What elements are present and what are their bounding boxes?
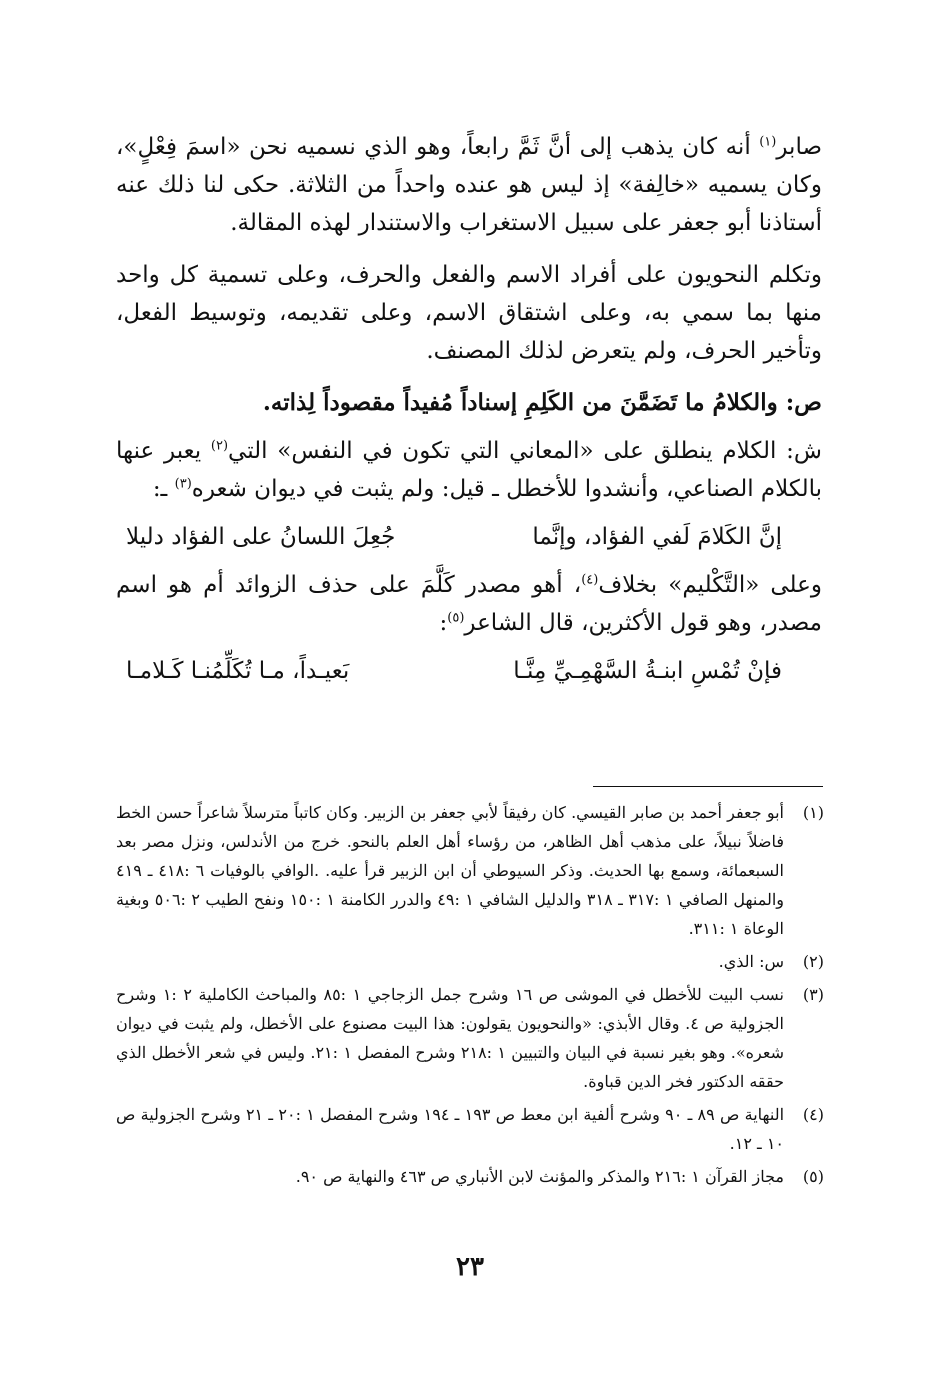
paragraph-1: صابر$^{(١)}$ أنه كان يذهب إلى أنَّ ثَمَّ رابعاً، وهو الذي نسميه نحن «اسمَ فِعْلٍ»، وكان يسميه «خالِفة» إذ ليس هو عنده واحداً من الثلاثة. حكى لنا ذلك عنه أستاذنا أبو جعفر على سبيل الاستغراب والاستندار لهذه المقالة. [116,134,822,236]
verse-1-second-half: جُعِلَ اللسانُ على الفؤاد دليلا [126,524,396,550]
main-text [116,128,822,700]
footnotes [116,798,824,1195]
verse-1 [126,518,782,556]
verse-2-first-half: فإنْ تُمْسِ ابنـةُ السَّهْمِـيِّ مِنَّـا [513,658,782,684]
footnote-number: (١) [802,803,824,822]
footnote-2 [116,947,824,976]
footnote-ref-3[interactable]: (٣) [174,476,192,492]
paragraph-3: ش: الكلام ينطلق على «المعاني التي تكون في النفس» التي$^{(٢)}$ يعبر عنها بالكلام الصناعي، وأنشدوا للأخطل ـ قيل: ولم يثبت في ديوان شعره$^{(٣)}$ ـ: [116,438,822,502]
footnote-5 [116,1162,824,1191]
footnote-text: مجاز القرآن ١ :٢١٦ والمذكر والمؤنث لابن الأنباري ص ٤٦٣ والنهاية ص ٩٠. [295,1167,784,1186]
footnote-text: أبو جعفر أحمد بن صابر القيسي. كان رفيقاً لأبي جعفر بن الزبير. وكان كاتباً مترسلاً شاعراً حسن الخط فاضلاً نبيلاً، على مذهب أهل الظاهر، من رؤساء أهل العلم بالنحو. خرج من الأندلس، ونزل مصر بعد السبعمائة، وسمع بها الحديث. وذكر السيوطي أن ابن الزبير قرأ عليه. .الوافي بالوفيات ٦ :٤١٨ ـ ٤١٩ والمنهل الصافي ١ :٣١٧ ـ ٣١٨ والدليل الشافي ١ :٤٩ والدرر الكامنة ١ :١٥٠ ونفح الطيب ٢ :٥٠٦ وبغية الوعاة ١ :٣١١. [116,803,785,938]
footnote-4 [116,1100,824,1158]
verse-2-second-half: بَعيـداً، مـا تُكَلِّمُنـا كَـلامـا [126,658,350,684]
verse-1-first-half: إنَّ الكَلامَ لَفي الفؤاد، وإنَّما [532,524,782,550]
footnote-divider [593,786,823,787]
footnote-number: (٥) [802,1167,824,1186]
footnote-ref-5[interactable]: (٥) [447,610,465,626]
footnote-ref-4[interactable]: (٤) [581,572,599,588]
paragraph-2: وتكلم النحويون على أفراد الاسم والفعل والحرف، وعلى تسمية كل واحد منها بما سمي به، وعلى اشتقاق الاسم، وعلى تقديمه، وتوسيط الفعل، وتأخير الحرف، ولم يتعرض لذلك المصنف. [116,262,822,364]
footnote-ref-1[interactable]: (١) [759,134,777,150]
footnote-number: (٢) [802,952,824,971]
footnote-text: س: الذي. [718,952,784,971]
footnote-number: (٤) [802,1105,824,1124]
footnote-text: نسب البيت للأخطل في الموشى ص ١٦ وشرح جمل الزجاجي ١ :٨٥ والمباحث الكاملية ٢ :١ وشرح الجزولية ص ٤. وقال الأبذي: «والنحويون يقولون: هذا البيت مصنوع على الأخطل، ولم يثبت في ديوان شعره». وهو بغير نسبة في البيان والتبيين ١ :٢١٨ وشرح المفصل ١ :٢١. وليس في شعر الأخطل الذي حققه الدكتور فخر الدين قباوة. [116,985,784,1091]
footnote-ref-2[interactable]: (٢) [210,438,229,454]
verse-2 [126,652,782,690]
page-number: ٢٣ [456,1252,484,1282]
paragraph-4: وعلى «التَّكْليم» بخلاف$^{(٤)}$، أهو مصدر كَلَّمَ على حذف الزوائد أم هو اسم مصدر، وهو قول الأكثرين، قال الشاعر$^{(٥)}$: [116,572,823,636]
footnote-number: (٣) [802,985,824,1004]
footnote-1 [116,798,824,943]
footnote-text: النهاية ص ٨٩ ـ ٩٠ وشرح ألفية ابن معط ص ١٩٣ ـ ١٩٤ وشرح المفصل ١ :٢٠ ـ ٢١ وشرح الجزولية ص ١٠ ـ ١٢. [116,1105,785,1153]
matn-text: ص: والكلامُ ما تَضَمَّنَ من الكَلِمِ إسناداً مُفيداً مقصوداً لِذاته. [262,389,822,416]
footnote-3 [116,980,824,1096]
